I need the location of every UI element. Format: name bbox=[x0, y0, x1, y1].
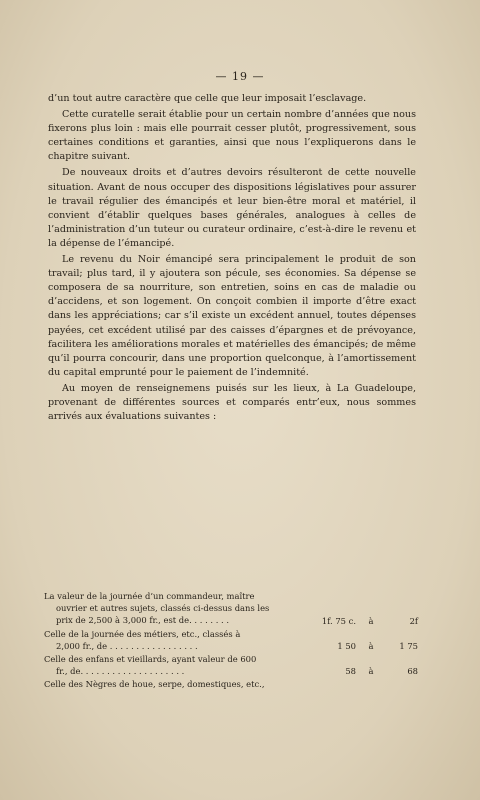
table-row bbox=[44, 653, 424, 677]
row-label-line: Celle des Nègres de houe, serpe, domestiques, etc., bbox=[44, 679, 265, 690]
valuation-table bbox=[44, 590, 424, 692]
table-row bbox=[44, 590, 424, 627]
value-to: 2f bbox=[409, 615, 418, 626]
value-from: 58 bbox=[345, 666, 356, 677]
row-values bbox=[306, 640, 424, 652]
paragraph: Cette curatelle serait établie pour un certain nombre d’années que nous fixerons plus loin : mais elle pourrait cesser plutôt, progressivement, sous certaines conditions et garanties, ainsi que nous l’expliquerons dans le chapitre suivant. bbox=[48, 109, 416, 163]
row-label-line: La valeur de la journée d’un commandeur, maître bbox=[44, 591, 255, 601]
paragraph: Au moyen de renseignemens puisés sur les lieux, à La Guadeloupe, provenant de différentes sources et comparés entr’eux, nous sommes arrivés aux évaluations suivantes : bbox=[48, 382, 416, 423]
paragraph: Le revenu du Noir émancipé sera principalement le produit de son travail; plus tard, il y ajoutera son pécule, ses économies. Sa dépense se composera de sa nourriture, son entretien, soins en cas de maladie ou d’accidens, et son logement. On conçoit combien il importe d’être exact dans les appréciations; car s’il existe un excédent annuel, toutes dépenses payées, cet excédent utilisé par des caisses d’épargnes et de prévoyance, faciliterа les améliorations morales et matérielles des émancipés; de même qu’il pourra concourir, dans une proportion quelconque, à l’amortissement du capital emprunté pour le paiement de l’indemnité. bbox=[48, 254, 416, 378]
value-separator: à bbox=[368, 615, 374, 626]
row-label-line: 2,000 fr., de . . . . . . . . . . . . . . . . . bbox=[56, 640, 198, 651]
row-label-line: prix de 2,500 à 3,000 fr., est de. . . . . . . . bbox=[56, 615, 230, 626]
paragraph: De nouveaux droits et d’autres devoirs résulteront de cette nouvelle situation. Avant de nous occuper des dispositions législatives pour assurer le travail régulier des émancipés et leur bien-être moral et matériel, il convient d’établir quelques bases générales, analogues à celles de l’administration d’un tuteur ou curateur ordinaire, c’est-à-dire le revenu et la dépense de l’émancipé. bbox=[48, 167, 416, 249]
table-row bbox=[44, 678, 424, 690]
row-label-line: Celle des enfans et vieillards, ayant valeur de 600 bbox=[44, 654, 257, 665]
page-number: — 19 — bbox=[215, 70, 265, 83]
value-from: 1 50 bbox=[337, 641, 356, 652]
paragraph-continuation: d’un tout autre caractère que celle que leur imposait l’esclavage. bbox=[48, 93, 367, 104]
row-values bbox=[306, 615, 424, 627]
row-label-line: Celle de la journée des métiers, etc., classés à bbox=[44, 628, 241, 639]
value-separator: à bbox=[368, 666, 374, 677]
value-from: 1f. 75 c. bbox=[321, 615, 356, 626]
row-label-line: ouvrier et autres sujets, classés ci-dessus dans les bbox=[56, 603, 270, 614]
value-separator: à bbox=[368, 641, 374, 652]
value-to: 1 75 bbox=[399, 641, 418, 652]
row-label-line: fr., de. . . . . . . . . . . . . . . . . . . . bbox=[56, 666, 185, 677]
body-text bbox=[48, 92, 416, 426]
row-values bbox=[306, 665, 424, 677]
table-row bbox=[44, 628, 424, 652]
value-to: 68 bbox=[407, 666, 418, 677]
